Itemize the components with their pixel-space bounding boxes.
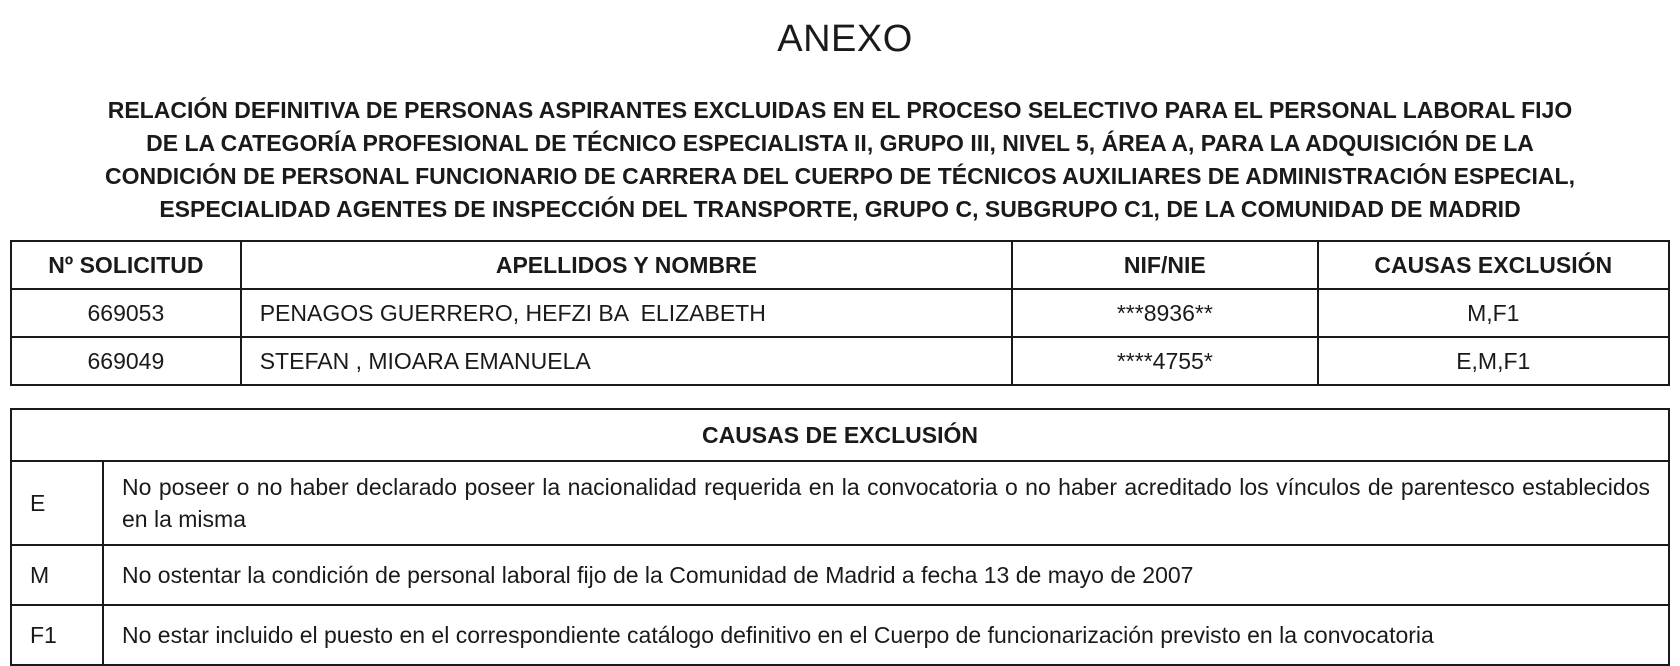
- cause-code: M: [11, 545, 103, 605]
- cause-row: [11, 605, 1669, 665]
- table-header-row: [11, 241, 1669, 289]
- cause-description: No ostentar la condición de personal laboral fijo de la Comunidad de Madrid a fecha 13 de mayo de 2007: [103, 545, 1669, 605]
- column-header-nombre: APELLIDOS Y NOMBRE: [241, 241, 1012, 289]
- column-header-causas: CAUSAS EXCLUSIÓN: [1318, 241, 1669, 289]
- heading-line: ESPECIALIDAD AGENTES DE INSPECCIÓN DEL TRANSPORTE, GRUPO C, SUBGRUPO C1, DE LA COMUNIDAD DE MADRID: [159, 196, 1521, 222]
- column-header-solicitud: Nº SOLICITUD: [11, 241, 241, 289]
- cell-nif: ****4755*: [1012, 337, 1317, 385]
- table-row: [11, 289, 1669, 337]
- document-heading: [20, 94, 1660, 226]
- exclusion-causes-table: [10, 408, 1670, 666]
- document-title: ANEXO: [777, 18, 913, 60]
- cause-code: E: [11, 461, 103, 545]
- cause-code: F1: [11, 605, 103, 665]
- causes-header-row: [11, 409, 1669, 461]
- cause-description: No poseer o no haber declarado poseer la nacionalidad requerida en la convocatoria o no haber acreditado los vínculos de parentesco establecidos en la misma: [103, 461, 1669, 545]
- cell-nif: ***8936**: [1012, 289, 1317, 337]
- heading-line: RELACIÓN DEFINITIVA DE PERSONAS ASPIRANTES EXCLUIDAS EN EL PROCESO SELECTIVO PARA EL PERSONAL LABORAL FIJO: [107, 97, 1573, 123]
- cell-causas: M,F1: [1318, 289, 1669, 337]
- cell-causas: E,M,F1: [1318, 337, 1669, 385]
- cell-nombre: PENAGOS GUERRERO, HEFZI BA ELIZABETH: [241, 289, 1012, 337]
- column-header-nif: NIF/NIE: [1012, 241, 1317, 289]
- cause-description: No estar incluido el puesto en el correspondiente catálogo definitivo en el Cuerpo de funcionarización previsto en la convocatoria: [103, 605, 1669, 665]
- heading-line: DE LA CATEGORÍA PROFESIONAL DE TÉCNICO ESPECIALISTA II, GRUPO III, NIVEL 5, ÁREA A, PARA LA ADQUISICIÓN DE LA: [146, 130, 1534, 156]
- cell-solicitud: 669053: [11, 289, 241, 337]
- cause-row: [11, 545, 1669, 605]
- table-row: [11, 337, 1669, 385]
- cell-nombre: STEFAN , MIOARA EMANUELA: [241, 337, 1012, 385]
- heading-line: CONDICIÓN DE PERSONAL FUNCIONARIO DE CARRERA DEL CUERPO DE TÉCNICOS AUXILIARES DE ADMINISTRACIÓN ESPECIAL,: [105, 163, 1575, 189]
- cell-solicitud: 669049: [11, 337, 241, 385]
- excluded-applicants-table: [10, 240, 1670, 386]
- cause-row: [11, 461, 1669, 545]
- causes-table-title: CAUSAS DE EXCLUSIÓN: [11, 409, 1669, 461]
